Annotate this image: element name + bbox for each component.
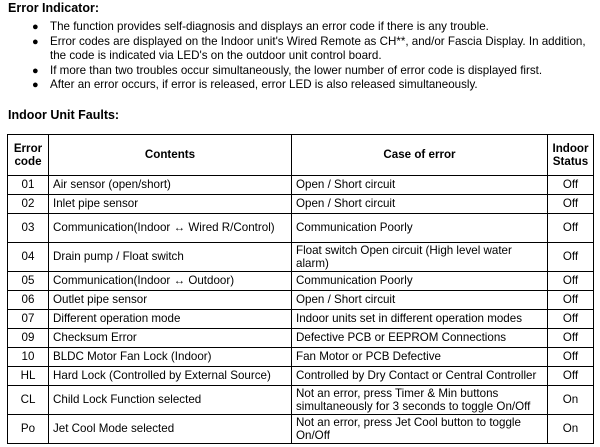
status-cell: Off bbox=[548, 176, 594, 195]
error-code-cell: Po bbox=[8, 415, 49, 444]
status-cell: Off bbox=[548, 272, 594, 291]
table-row bbox=[8, 195, 594, 214]
error-code-cell: HL bbox=[8, 367, 49, 386]
error-code-cell: 03 bbox=[8, 214, 49, 243]
status-cell: Off bbox=[548, 310, 594, 329]
header-error-code: Error code bbox=[8, 135, 49, 176]
table-row bbox=[8, 291, 594, 310]
error-indicator-heading: Error Indicator: bbox=[8, 1, 99, 15]
status-cell: On bbox=[548, 386, 594, 415]
case-cell: Not an error, press Timer & Min buttons simultaneously for 3 seconds to toggle On/Off bbox=[292, 386, 548, 415]
indoor-unit-faults-heading: Indoor Unit Faults: bbox=[8, 108, 120, 122]
contents-cell: Drain pump / Float switch bbox=[49, 243, 292, 272]
contents-cell: Communication(Indoor ↔ Outdoor) bbox=[49, 272, 292, 291]
status-cell: Off bbox=[548, 348, 594, 367]
case-cell: Communication Poorly bbox=[292, 214, 548, 243]
table-row bbox=[8, 243, 594, 272]
contents-cell: Checksum Error bbox=[49, 329, 292, 348]
bullet-item: ● Error codes are displayed on the Indoor unit's Wired Remote as CH**, and/or Fascia Display. In addition, the code is indicated via LED's on the outdoor unit control board. bbox=[32, 34, 586, 63]
table-row bbox=[8, 386, 594, 415]
fault-table bbox=[7, 134, 594, 444]
case-cell: Fan Motor or PCB Defective bbox=[292, 348, 548, 367]
error-code-cell: 07 bbox=[8, 310, 49, 329]
case-cell: Indoor units set in different operation modes bbox=[292, 310, 548, 329]
error-code-cell: CL bbox=[8, 386, 49, 415]
contents-cell: Air sensor (open/short) bbox=[49, 176, 292, 195]
case-cell: Float switch Open circuit (High level water alarm) bbox=[292, 243, 548, 272]
contents-cell: Communication(Indoor ↔ Wired R/Control) bbox=[49, 214, 292, 243]
case-cell: Open / Short circuit bbox=[292, 176, 548, 195]
contents-cell: Inlet pipe sensor bbox=[49, 195, 292, 214]
status-cell: On bbox=[548, 415, 594, 444]
table-row bbox=[8, 415, 594, 444]
case-cell: Communication Poorly bbox=[292, 272, 548, 291]
error-code-cell: 04 bbox=[8, 243, 49, 272]
table-header-row bbox=[8, 135, 594, 176]
error-code-cell: 05 bbox=[8, 272, 49, 291]
table-row bbox=[8, 329, 594, 348]
status-cell: Off bbox=[548, 195, 594, 214]
bullet-item: ● If more than two troubles occur simultaneously, the lower number of error code is displayed first. bbox=[32, 63, 543, 77]
case-cell: Defective PCB or EEPROM Connections bbox=[292, 329, 548, 348]
header-indoor-status: Indoor Status bbox=[548, 135, 594, 176]
contents-cell: BLDC Motor Fan Lock (Indoor) bbox=[49, 348, 292, 367]
header-case-of-error: Case of error bbox=[292, 135, 548, 176]
bullet-item: ● After an error occurs, if error is released, error LED is also released simultaneously. bbox=[32, 78, 478, 92]
case-cell: Controlled by Dry Contact or Central Controller bbox=[292, 367, 548, 386]
header-contents: Contents bbox=[49, 135, 292, 176]
contents-cell: Hard Lock (Controlled by External Source) bbox=[49, 367, 292, 386]
error-indicator-list bbox=[32, 20, 592, 93]
contents-cell: Child Lock Function selected bbox=[49, 386, 292, 415]
table-row bbox=[8, 176, 594, 195]
error-code-cell: 06 bbox=[8, 291, 49, 310]
status-cell: Off bbox=[548, 291, 594, 310]
contents-cell: Outlet pipe sensor bbox=[49, 291, 292, 310]
table-row bbox=[8, 367, 594, 386]
case-cell: Open / Short circuit bbox=[292, 195, 548, 214]
status-cell: Off bbox=[548, 329, 594, 348]
table-row bbox=[8, 310, 594, 329]
contents-cell: Different operation mode bbox=[49, 310, 292, 329]
case-cell: Open / Short circuit bbox=[292, 291, 548, 310]
status-cell: Off bbox=[548, 214, 594, 243]
error-code-cell: 10 bbox=[8, 348, 49, 367]
error-code-cell: 01 bbox=[8, 176, 49, 195]
case-cell: Not an error, press Jet Cool button to toggle On/Off bbox=[292, 415, 548, 444]
table-row bbox=[8, 348, 594, 367]
table-row bbox=[8, 272, 594, 291]
contents-cell: Jet Cool Mode selected bbox=[49, 415, 292, 444]
error-code-cell: 09 bbox=[8, 329, 49, 348]
status-cell: Off bbox=[548, 243, 594, 272]
status-cell: Off bbox=[548, 367, 594, 386]
error-code-cell: 02 bbox=[8, 195, 49, 214]
table-row bbox=[8, 214, 594, 243]
bullet-item: ● The function provides self-diagnosis and displays an error code if there is any trouble. bbox=[32, 20, 489, 33]
